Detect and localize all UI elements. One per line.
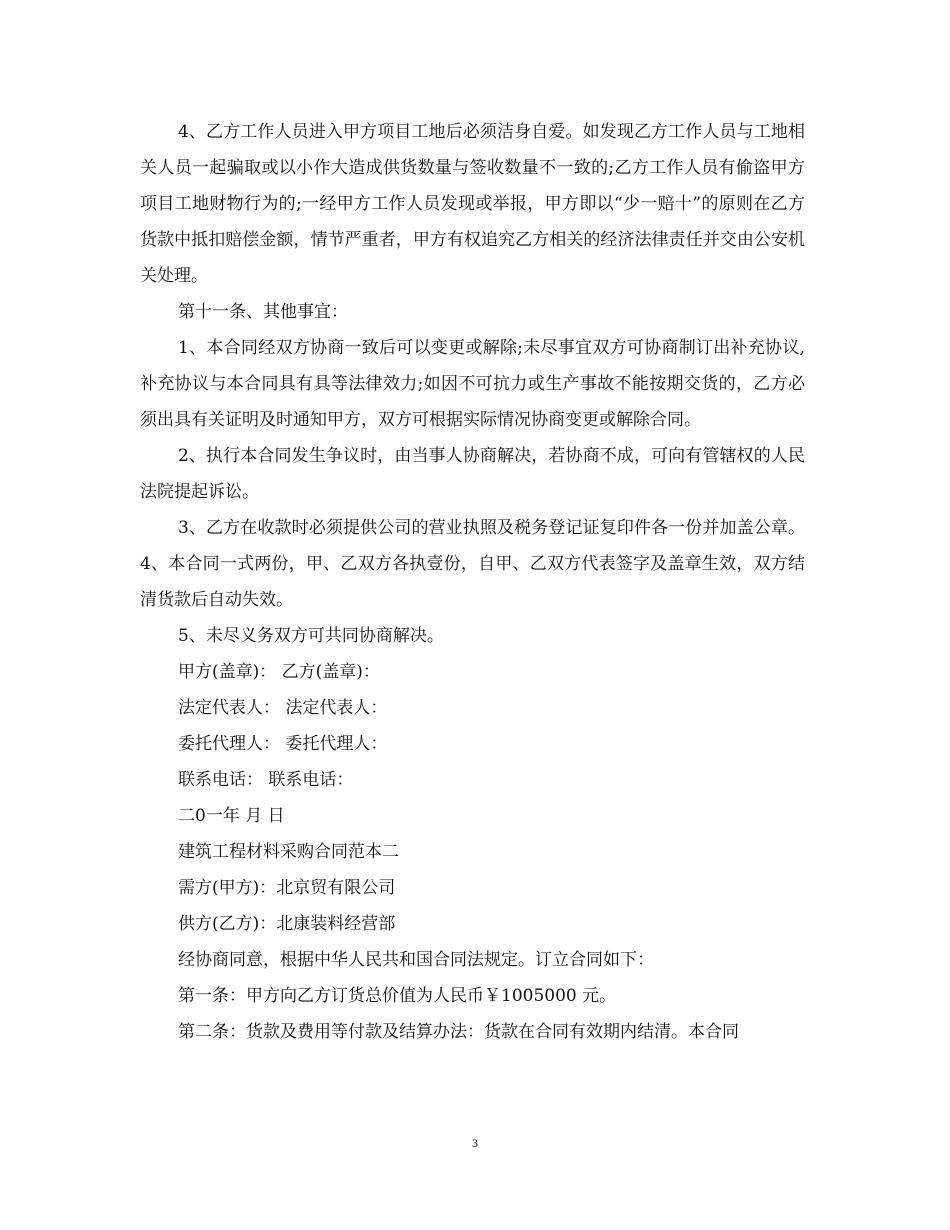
paragraph-article-11-item-1: 1、本合同经双方协商一致后可以变更或解除;未尽事宜双方可协商制订出补充协议,补充协议与本合同具有具等法律效力;如因不可抗力或生产事故不能按期交货的，乙方必须出具有关证明及时通知甲方，双方可根据实际情况协商变更或解除合同。 [140, 338, 805, 430]
signature-party-stamps: 甲方(盖章)： 乙方(盖章)： [178, 662, 380, 682]
paragraph-clause-4-conduct: 4、乙方工作人员进入甲方项目工地后必须洁身自爱。如发现乙方工作人员与工地相关人员一起骗取或以小作大造成供货数量与签收数量不一致的;乙方工作人员有偷盗甲方项目工地财物行为的;一经甲方工作人员发现或举报，甲方即以“少一赔十”的原则在乙方货款中抵扣赔偿金额，情节严重者，甲方有权追究乙方相关的经济法律责任并交由公安机关处理。 [140, 122, 805, 286]
page-number: 3 [472, 1136, 478, 1150]
contract-preamble: 经协商同意，根据中华人民共和国合同法规定。订立合同如下： [178, 950, 654, 970]
paragraph-article-11-item-3-4: 3、乙方在收款时必须提供公司的营业执照及税务登记证复印件各一份并加盖公章。 4、本合同一式两份，甲、乙双方各执壹份，自甲、乙双方代表签字及盖章生效，双方结清货款后自动失效。 [140, 518, 805, 610]
paragraph-article-11-item-2: 2、执行本合同发生争议时，由当事人协商解决，若协商不成，可向有管辖权的人民法院提起诉讼。 [140, 446, 805, 502]
signature-date: 二0一年 月 日 [178, 806, 285, 826]
supplier-party: 供方(乙方)：北康装料经营部 [178, 914, 396, 934]
signature-authorized-agents: 委托代理人： 委托代理人： [178, 734, 388, 754]
signature-contact-phones: 联系电话： 联系电话： [178, 770, 354, 790]
article-2-payment-terms: 第二条：货款及费用等付款及结算办法：货款在合同有效期内结清。本合同 [178, 1022, 739, 1042]
document-body [140, 114, 805, 1050]
paragraph-article-11-item-5: 5、未尽义务双方可共同协商解决。 [178, 626, 444, 646]
buyer-party: 需方(甲方)：北京贸有限公司 [178, 878, 396, 898]
contract-sample-two-title: 建筑工程材料采购合同范本二 [178, 842, 399, 862]
article-1-total-value: 第一条：甲方向乙方订货总价值为人民币￥1005000 元。 [178, 986, 617, 1006]
paragraph-article-11-heading: 第十一条、其他事宜： [178, 302, 348, 322]
signature-legal-representatives: 法定代表人： 法定代表人： [178, 698, 388, 718]
